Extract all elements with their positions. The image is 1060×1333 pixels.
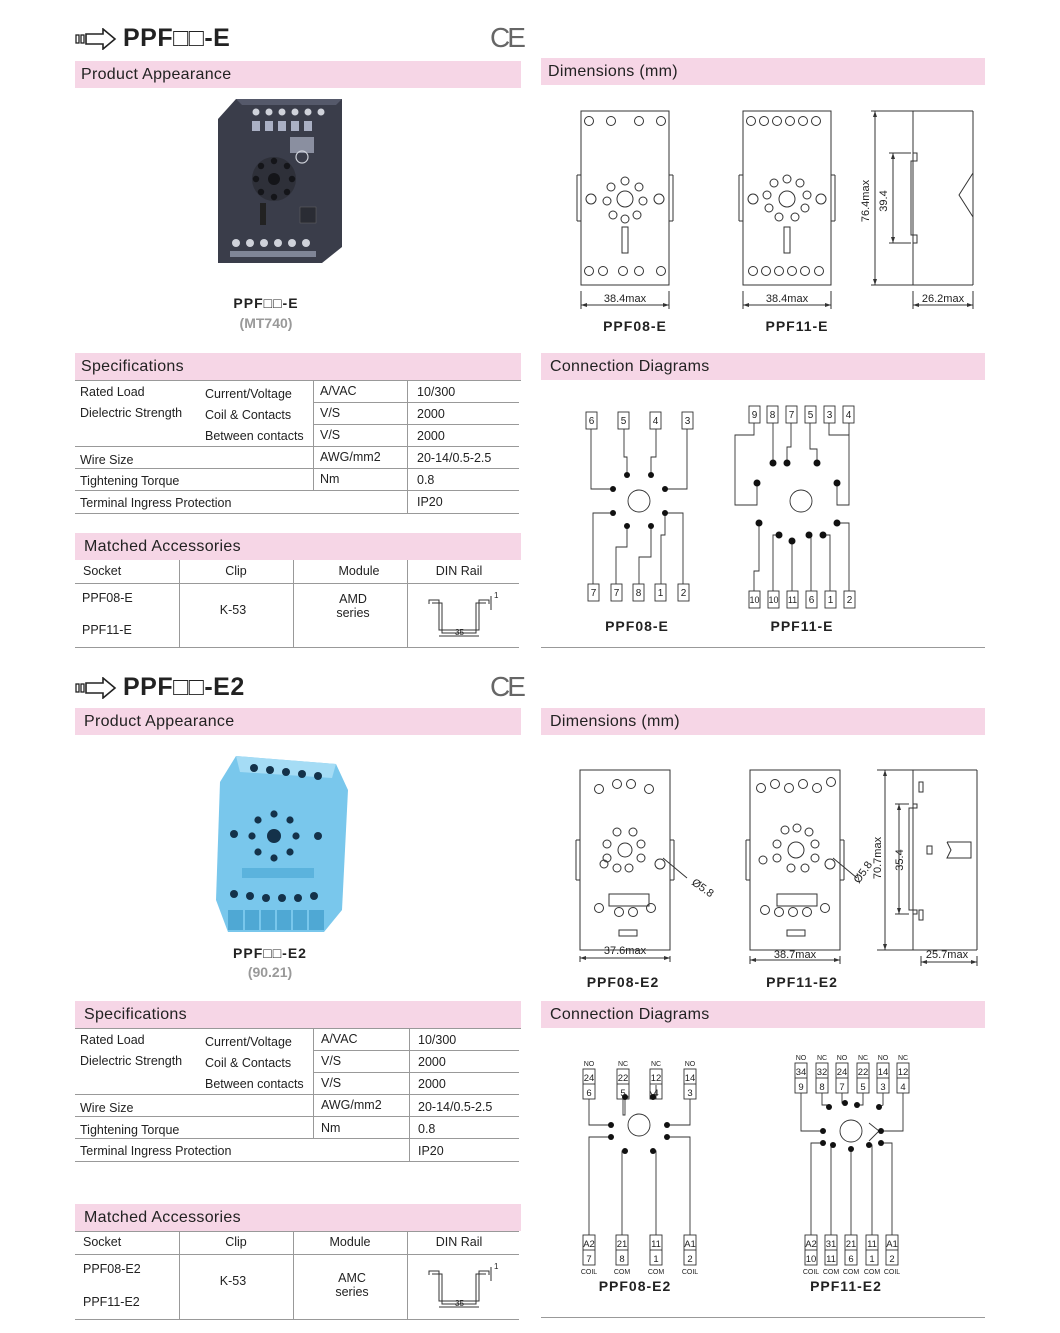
spec-row4-unit: AWG/mm2 bbox=[320, 450, 381, 464]
spec-row1-unit: A/VAC bbox=[321, 1032, 358, 1046]
acc-header-din-rail: DIN Rail bbox=[435, 1235, 483, 1249]
conn-a-name: PPF08-E2 bbox=[598, 1278, 672, 1294]
dim-height-total: 76.4max bbox=[860, 179, 872, 223]
spec-row4-value: 20-14/0.5-2.5 bbox=[418, 1100, 493, 1114]
conn-a-bottom-3b: 1 bbox=[653, 1254, 659, 1265]
spec-row5-label: Tightening Torque bbox=[80, 1123, 180, 1137]
ce-mark: CE bbox=[490, 671, 523, 702]
accessories-heading: Matched Accessories bbox=[75, 533, 521, 560]
ce-mark: CE bbox=[490, 22, 523, 53]
conn-b-top-4: 5 bbox=[807, 410, 814, 421]
conn-b-top-1: 9 bbox=[751, 410, 758, 421]
din-rail-height: 1 bbox=[494, 591, 499, 600]
conn-b-top-label-3: NO bbox=[836, 1055, 848, 1062]
conn-b-top-1a: 34 bbox=[795, 1067, 807, 1078]
dim-b-hole: Ø5.8 bbox=[851, 859, 876, 886]
spec-row5-label: Tightening Torque bbox=[80, 474, 180, 488]
dim-height-inner: 39.4 bbox=[878, 190, 890, 212]
acc-clip: K-53 bbox=[219, 603, 247, 617]
spec-row5-unit: Nm bbox=[321, 1121, 341, 1135]
model-title bbox=[75, 24, 230, 53]
spec-row5-value: 0.8 bbox=[417, 473, 435, 487]
spec-row5-unit: Nm bbox=[320, 472, 340, 486]
dim-b-name: PPF11-E bbox=[765, 318, 829, 334]
product-code: (MT740) bbox=[239, 315, 293, 331]
acc-socket-1: PPF08-E bbox=[82, 591, 133, 605]
conn-a-top-label-1: NO bbox=[583, 1061, 595, 1068]
dim-height-inner: 35.4 bbox=[894, 849, 906, 871]
acc-header-clip: Clip bbox=[225, 1235, 247, 1249]
model-title-text: PPF□□-E bbox=[123, 24, 231, 52]
spec-row4-label: Wire Size bbox=[80, 1101, 134, 1115]
acc-clip: K-53 bbox=[219, 1274, 247, 1288]
conn-a-bottom-label-4: COIL bbox=[681, 1269, 699, 1276]
conn-b-bottom-3a: 21 bbox=[845, 1239, 857, 1250]
arrow-icon bbox=[75, 28, 117, 50]
spec-row3-unit: V/S bbox=[320, 428, 341, 442]
conn-a-top-4a: 14 bbox=[684, 1073, 696, 1084]
accessories-table bbox=[75, 1231, 521, 1321]
specifications-heading: Specifications bbox=[75, 353, 521, 380]
dim-a-name: PPF08-E bbox=[603, 318, 667, 334]
conn-a-bottom-1b: 7 bbox=[586, 1254, 592, 1265]
conn-b-bottom-label-3: COM bbox=[842, 1269, 860, 1276]
dim-b-width: 38.4max bbox=[765, 293, 809, 305]
spec-row6-value: IP20 bbox=[418, 1144, 444, 1158]
spec-row1-value: 10/300 bbox=[417, 385, 456, 399]
conn-b-top-5b: 3 bbox=[880, 1082, 886, 1093]
dim-a-name: PPF08-E2 bbox=[586, 974, 660, 990]
conn-b-top-4b: 5 bbox=[860, 1082, 866, 1093]
accessories-heading: Matched Accessories bbox=[75, 1204, 521, 1231]
conn-b-bottom-5a: A1 bbox=[886, 1239, 898, 1250]
spec-row1-unit: A/VAC bbox=[320, 384, 357, 398]
din-rail-width: 35 bbox=[455, 628, 464, 637]
conn-b-top-6b: 4 bbox=[900, 1082, 906, 1093]
connection-diagrams bbox=[541, 395, 985, 610]
spec-row3-sub: Between contacts bbox=[205, 429, 304, 443]
section-ppf-e2 bbox=[0, 660, 1060, 1333]
spec-row2-unit: V/S bbox=[321, 1054, 342, 1068]
conn-b-top-5: 3 bbox=[826, 410, 833, 421]
spec-row4-unit: AWG/mm2 bbox=[321, 1098, 382, 1112]
conn-b-top-label-1: NO bbox=[795, 1055, 807, 1062]
acc-socket-2: PPF11-E2 bbox=[83, 1295, 140, 1309]
conn-b-bottom-2a: 31 bbox=[825, 1239, 837, 1250]
spec-row4-value: 20-14/0.5-2.5 bbox=[417, 451, 492, 465]
acc-header-din-rail: DIN Rail bbox=[435, 564, 483, 578]
conn-b-top-label-5: NO bbox=[877, 1055, 889, 1062]
dimensions-heading: Dimensions (mm) bbox=[541, 708, 985, 735]
acc-header-clip: Clip bbox=[225, 564, 247, 578]
din-rail-height: 1 bbox=[494, 1262, 499, 1271]
dim-height-total: 70.7max bbox=[872, 836, 884, 880]
conn-a-top-2b: 5 bbox=[620, 1088, 626, 1099]
spec-row1-sub: Current/Voltage bbox=[205, 387, 292, 401]
acc-module-line2: series bbox=[336, 606, 370, 620]
specifications-table bbox=[75, 380, 521, 516]
conn-b-bottom-5b: 2 bbox=[889, 1254, 895, 1265]
acc-header-module: Module bbox=[329, 1235, 371, 1249]
conn-b-bottom-1a: A2 bbox=[805, 1239, 817, 1250]
conn-b-bottom-4: 6 bbox=[808, 595, 815, 606]
conn-b-bottom-4b: 1 bbox=[869, 1254, 875, 1265]
conn-a-top-3: 4 bbox=[652, 416, 659, 427]
conn-b-top-2: 8 bbox=[769, 410, 776, 421]
conn-b-bottom-label-4: COM bbox=[863, 1269, 881, 1276]
conn-b-top-label-2: NC bbox=[816, 1055, 828, 1062]
acc-module-line1: AMC bbox=[338, 1271, 366, 1285]
conn-b-top-2a: 32 bbox=[816, 1067, 828, 1078]
spec-row2-label: Dielectric Strength bbox=[80, 1054, 183, 1068]
conn-a-top-1b: 6 bbox=[586, 1088, 592, 1099]
conn-a-bottom-2: 7 bbox=[613, 588, 620, 599]
product-name: PPF□□-E bbox=[233, 295, 299, 311]
conn-b-bottom-label-5: COIL bbox=[883, 1269, 901, 1276]
conn-b-name: PPF11-E bbox=[770, 618, 834, 634]
spec-row2-label: Dielectric Strength bbox=[80, 406, 183, 420]
model-title bbox=[75, 673, 245, 702]
dim-depth: 25.7max bbox=[925, 949, 969, 961]
conn-a-top-label-2: NC bbox=[617, 1061, 629, 1068]
spec-row1-label: Rated Load bbox=[80, 1033, 145, 1047]
conn-a-top-2: 5 bbox=[620, 416, 627, 427]
accessories-table bbox=[75, 560, 521, 648]
spec-row5-value: 0.8 bbox=[418, 1122, 436, 1136]
section-ppf-e bbox=[0, 0, 1060, 660]
conn-a-top-3a: 12 bbox=[650, 1073, 662, 1084]
spec-row4-label: Wire Size bbox=[80, 453, 134, 467]
acc-module-line1: AMD bbox=[339, 592, 367, 606]
connection-heading: Connection Diagrams bbox=[541, 1001, 985, 1028]
conn-a-bottom-label-3: COM bbox=[647, 1269, 665, 1276]
spec-row1-sub: Current/Voltage bbox=[205, 1035, 292, 1049]
acc-socket-2: PPF11-E bbox=[82, 623, 132, 637]
conn-b-name: PPF11-E2 bbox=[810, 1278, 882, 1294]
conn-b-bottom-6: 2 bbox=[846, 595, 853, 606]
dimensions-heading: Dimensions (mm) bbox=[541, 58, 985, 85]
product-image-socket-dark bbox=[214, 95, 344, 265]
conn-a-top-2a: 22 bbox=[617, 1073, 629, 1084]
spec-row3-value: 2000 bbox=[417, 429, 445, 443]
conn-b-top-2b: 8 bbox=[819, 1082, 825, 1093]
acc-header-socket: Socket bbox=[83, 1235, 122, 1249]
model-title-text: PPF□□-E2 bbox=[123, 673, 245, 701]
acc-header-module: Module bbox=[338, 564, 380, 578]
spec-row1-label: Rated Load bbox=[80, 385, 145, 399]
acc-module-line2: series bbox=[335, 1285, 369, 1299]
conn-a-bottom-label-1: COIL bbox=[580, 1269, 598, 1276]
conn-a-top-label-4: NO bbox=[684, 1061, 696, 1068]
conn-b-bottom-2b: 11 bbox=[826, 1254, 836, 1265]
din-rail-icon bbox=[425, 1261, 505, 1311]
conn-a-bottom-3: 8 bbox=[635, 588, 642, 599]
spec-row3-unit: V/S bbox=[321, 1076, 342, 1090]
spec-row3-sub: Between contacts bbox=[205, 1077, 304, 1091]
conn-b-bottom-5: 1 bbox=[827, 595, 834, 606]
connection-heading: Connection Diagrams bbox=[541, 353, 985, 380]
conn-b-top-label-4: NC bbox=[857, 1055, 869, 1062]
conn-b-bottom-2: 10 bbox=[768, 595, 779, 605]
conn-a-bottom-3a: 11 bbox=[651, 1239, 661, 1250]
product-appearance-heading: Product Appearance bbox=[75, 708, 521, 735]
conn-a-bottom-4a: A1 bbox=[684, 1239, 696, 1250]
dimensions-drawing bbox=[541, 95, 985, 345]
conn-a-top-4: 3 bbox=[684, 416, 691, 427]
conn-b-top-3: 7 bbox=[788, 410, 795, 421]
dim-a-width: 37.6max bbox=[603, 945, 647, 957]
conn-a-top-label-3: NC bbox=[650, 1061, 662, 1068]
conn-a-bottom-label-2: COM bbox=[613, 1269, 631, 1276]
conn-a-bottom-1: 7 bbox=[590, 588, 597, 599]
conn-a-bottom-4: 1 bbox=[657, 588, 664, 599]
conn-b-bottom-3b: 6 bbox=[848, 1254, 854, 1265]
conn-a-top-3b: 4 bbox=[653, 1088, 659, 1099]
conn-a-top-4b: 3 bbox=[687, 1088, 693, 1099]
conn-b-top-4a: 22 bbox=[857, 1067, 869, 1078]
conn-a-bottom-2a: 21 bbox=[616, 1239, 628, 1250]
conn-b-top-6: 4 bbox=[845, 410, 852, 421]
conn-b-top-3b: 7 bbox=[839, 1082, 845, 1093]
conn-a-bottom-1a: A2 bbox=[583, 1239, 595, 1250]
conn-b-top-5a: 14 bbox=[877, 1067, 889, 1078]
acc-socket-1: PPF08-E2 bbox=[83, 1262, 141, 1276]
spec-row2-sub: Coil & Contacts bbox=[205, 1056, 292, 1070]
conn-a-bottom-2b: 8 bbox=[619, 1254, 625, 1265]
conn-b-bottom-1b: 10 bbox=[805, 1254, 817, 1265]
product-appearance-heading: Product Appearance bbox=[75, 61, 521, 88]
conn-b-bottom-label-1: COIL bbox=[802, 1269, 820, 1276]
conn-a-name: PPF08-E bbox=[605, 618, 669, 634]
arrow-icon bbox=[75, 677, 117, 699]
connection-diagrams bbox=[541, 1045, 985, 1285]
conn-a-bottom-4b: 2 bbox=[687, 1254, 693, 1265]
dim-depth: 26.2max bbox=[921, 293, 965, 305]
din-rail-icon bbox=[425, 590, 505, 640]
conn-b-top-3a: 24 bbox=[836, 1067, 848, 1078]
specifications-heading: Specifications bbox=[75, 1001, 521, 1028]
spec-row1-value: 10/300 bbox=[418, 1033, 457, 1047]
product-name: PPF□□-E2 bbox=[233, 945, 307, 961]
conn-a-top-1a: 24 bbox=[583, 1073, 595, 1084]
conn-b-bottom-label-2: COM bbox=[822, 1269, 840, 1276]
dim-a-width: 38.4max bbox=[603, 293, 647, 305]
dim-a-hole: Ø5.8 bbox=[689, 876, 716, 901]
conn-b-bottom-3: 11 bbox=[787, 595, 798, 605]
conn-b-top-6a: 12 bbox=[897, 1067, 909, 1078]
conn-a-bottom-5: 2 bbox=[680, 588, 687, 599]
conn-b-bottom-4a: 11 bbox=[867, 1239, 877, 1250]
dimensions-drawing bbox=[541, 760, 985, 970]
conn-b-top-1b: 9 bbox=[798, 1082, 804, 1093]
conn-b-bottom-1: 10 bbox=[749, 595, 760, 605]
dim-b-width: 38.7max bbox=[773, 949, 817, 961]
specifications-table bbox=[75, 1028, 521, 1164]
dim-b-name: PPF11-E2 bbox=[766, 974, 838, 990]
spec-row6-label: Terminal Ingress Protection bbox=[80, 1144, 232, 1158]
acc-header-socket: Socket bbox=[83, 564, 122, 578]
spec-row2-value: 2000 bbox=[417, 407, 445, 421]
product-code: (90.21) bbox=[247, 964, 293, 980]
spec-row6-value: IP20 bbox=[417, 495, 443, 509]
din-rail-width: 35 bbox=[455, 1299, 464, 1308]
spec-row2-value: 2000 bbox=[418, 1055, 446, 1069]
conn-b-top-label-6: NC bbox=[897, 1055, 909, 1062]
product-image-socket-blue bbox=[212, 750, 352, 940]
spec-row3-value: 2000 bbox=[418, 1077, 446, 1091]
spec-row6-label: Terminal Ingress Protection bbox=[80, 496, 232, 510]
conn-a-top-1: 6 bbox=[588, 416, 595, 427]
spec-row2-unit: V/S bbox=[320, 406, 341, 420]
spec-row2-sub: Coil & Contacts bbox=[205, 408, 292, 422]
